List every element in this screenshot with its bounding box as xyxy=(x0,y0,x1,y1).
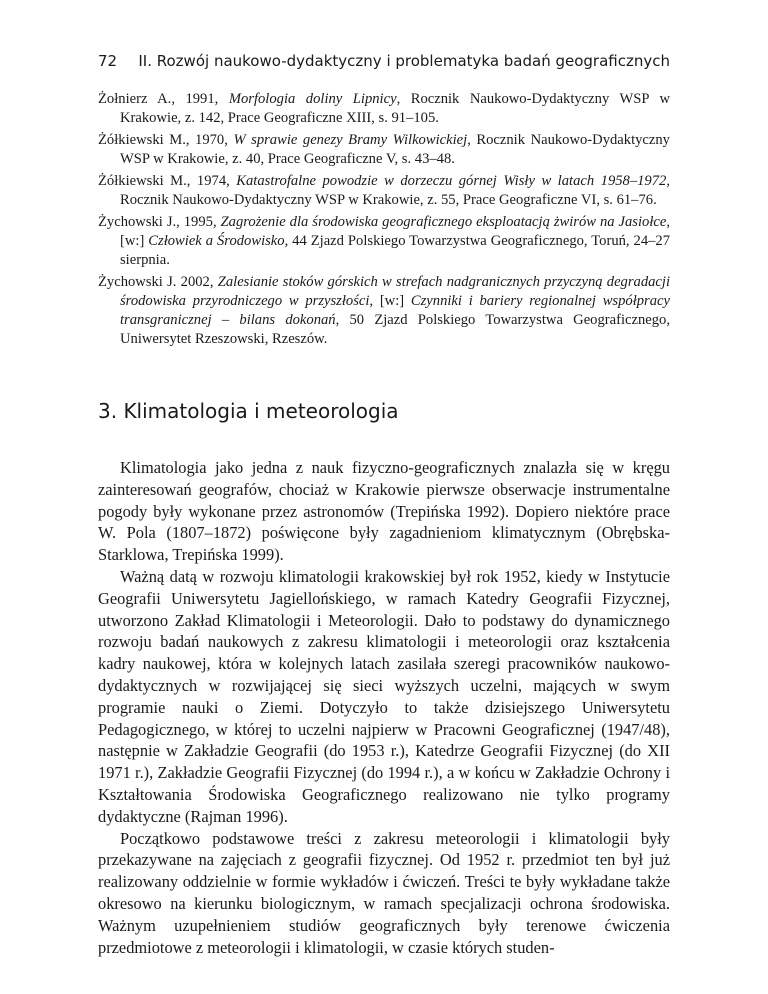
reference-details: , Rocznik Naukowo-Dydaktyczny WSP w Krakowie, z. 142, Prace Geograficzne XIII, s. 91–105. xyxy=(120,91,670,126)
paragraph: Klimatologia jako jedna z nauk fizyczno-geograficznych znalazła się w kręgu zainteresowań geografów, chociaż w Krakowie pierwsze obserwacje instrumentalne pogody były wykonane przez astronomów (Trepińska 1992). Dopiero niektóre prace W. Pola (1807–1872) poświęcone były zagadnieniom klimatycznym (Obrębska-Starklowa, Trepińska 1999). xyxy=(98,458,670,565)
reference-connector: , [w:] xyxy=(369,293,411,309)
reference-source-title: Człowiek a Środowisko xyxy=(148,233,285,249)
reference-author: Żołnierz A., 1991, xyxy=(98,91,229,107)
page-number: 72 xyxy=(98,52,118,70)
running-title: II. Rozwój naukowo-dydaktyczny i problematyka badań geograficznych xyxy=(138,52,670,70)
reference-details: , Rocznik Naukowo-Dydaktyczny WSP w Krakowie, z. 55, Prace Geograficzne VI, s. 61–76. xyxy=(120,173,670,208)
section-heading: 3. Klimatologia i meteorologia xyxy=(98,399,399,423)
reference-author: Żółkiewski M., 1974, xyxy=(98,173,237,189)
reference-title: Morfologia doliny Lipnicy xyxy=(228,91,397,107)
reference-list xyxy=(98,90,670,352)
paragraph: Ważną datą w rozwoju klimatologii krakowskiej był rok 1952, kiedy w Instytucie Geografii Uniwersytetu Jagiellońskiego, w ramach Katedry Geografii Fizycznej, utworzono Zakład Klimatologii i Meteorologii. Dało to podstawy do dynamicznego rozwoju badań naukowych z zakresu klimatologii i meteorologii oraz kształcenia kadry naukowej, która w kolejnych latach zasilała szeregi pracowników naukowo-dydaktycznych w rozwijającej się sieci wyższych uczelni, mających w swym programie nauki o Ziemi. Dotyczyło to także dzisiejszego Uniwersytetu Pedagogicznego, w której to uczelni najpierw w Pracowni Geograficznej (1947/48), następnie w Zakładzie Geografii (do 1953 r.), Katedrze Geografii Fizycznej (do XII 1971 r.), Zakładzie Geografii Fizycznej (do 1994 r.), a w końcu w Zakładzie Ochrony i Kształtowania Środowiska Geograficznego realizowano nie tylko programy dydaktyczne (Rajman 1996). xyxy=(98,566,670,826)
reference-entry xyxy=(98,90,670,128)
reference-details: , 50 Zjazd Polskiego Towarzystwa Geograficznego, Uniwersytet Rzeszowski, Rzeszów. xyxy=(120,312,670,347)
reference-title: W sprawie genezy Bramy Wilkowickiej xyxy=(233,132,468,148)
reference-title: Zalesianie stoków górskich w strefach nadgranicznych przyczyną degradacji środowiska przyrodniczego w przyszłości xyxy=(120,274,670,309)
paragraph: Początkowo podstawowe treści z zakresu meteorologii i klimatologii były przekazywane na zajęciach z geografii fizycznej. Od 1952 r. przedmiot ten był już realizowany oddzielnie w formie wykładów i ćwiczeń. Treści te były wykładane także okresowo na kierunku biologicznym, w ramach specjalizacji ochrona środowiska. Ważnym uzupełnieniem studiów geograficznych były terenowe ćwiczenia przedmiotowe z meteorologii i klimatologii, w czasie których studen- xyxy=(98,828,670,957)
reference-entry xyxy=(98,131,670,169)
reference-author: Żychowski J. 2002, xyxy=(98,274,218,290)
reference-entry xyxy=(98,273,670,349)
reference-title: Zagrożenie dla środowiska geograficznego eksploatacją żwirów na Jasiołce xyxy=(220,214,667,230)
reference-entry xyxy=(98,172,670,210)
reference-source-title: Czynniki i bariery regionalnej współpracy transgranicznej – bilans dokonań xyxy=(120,293,670,328)
reference-author: Żychowski J., 1995, xyxy=(98,214,221,230)
reference-author: Żółkiewski M., 1970, xyxy=(98,132,234,148)
reference-connector: , [w:] xyxy=(120,214,670,249)
reference-entry xyxy=(98,213,670,270)
reference-details: , 44 Zjazd Polskiego Towarzystwa Geograficznego, Toruń, 24–27 sierpnia. xyxy=(120,233,671,268)
page-header xyxy=(98,52,670,74)
reference-title: Katastrofalne powodzie w dorzeczu górnej Wisły w latach 1958–1972 xyxy=(236,173,667,189)
reference-details: , Rocznik Naukowo-Dydaktyczny WSP w Krakowie, z. 40, Prace Geograficzne V, s. 43–48. xyxy=(120,132,670,167)
body-text xyxy=(98,457,670,958)
